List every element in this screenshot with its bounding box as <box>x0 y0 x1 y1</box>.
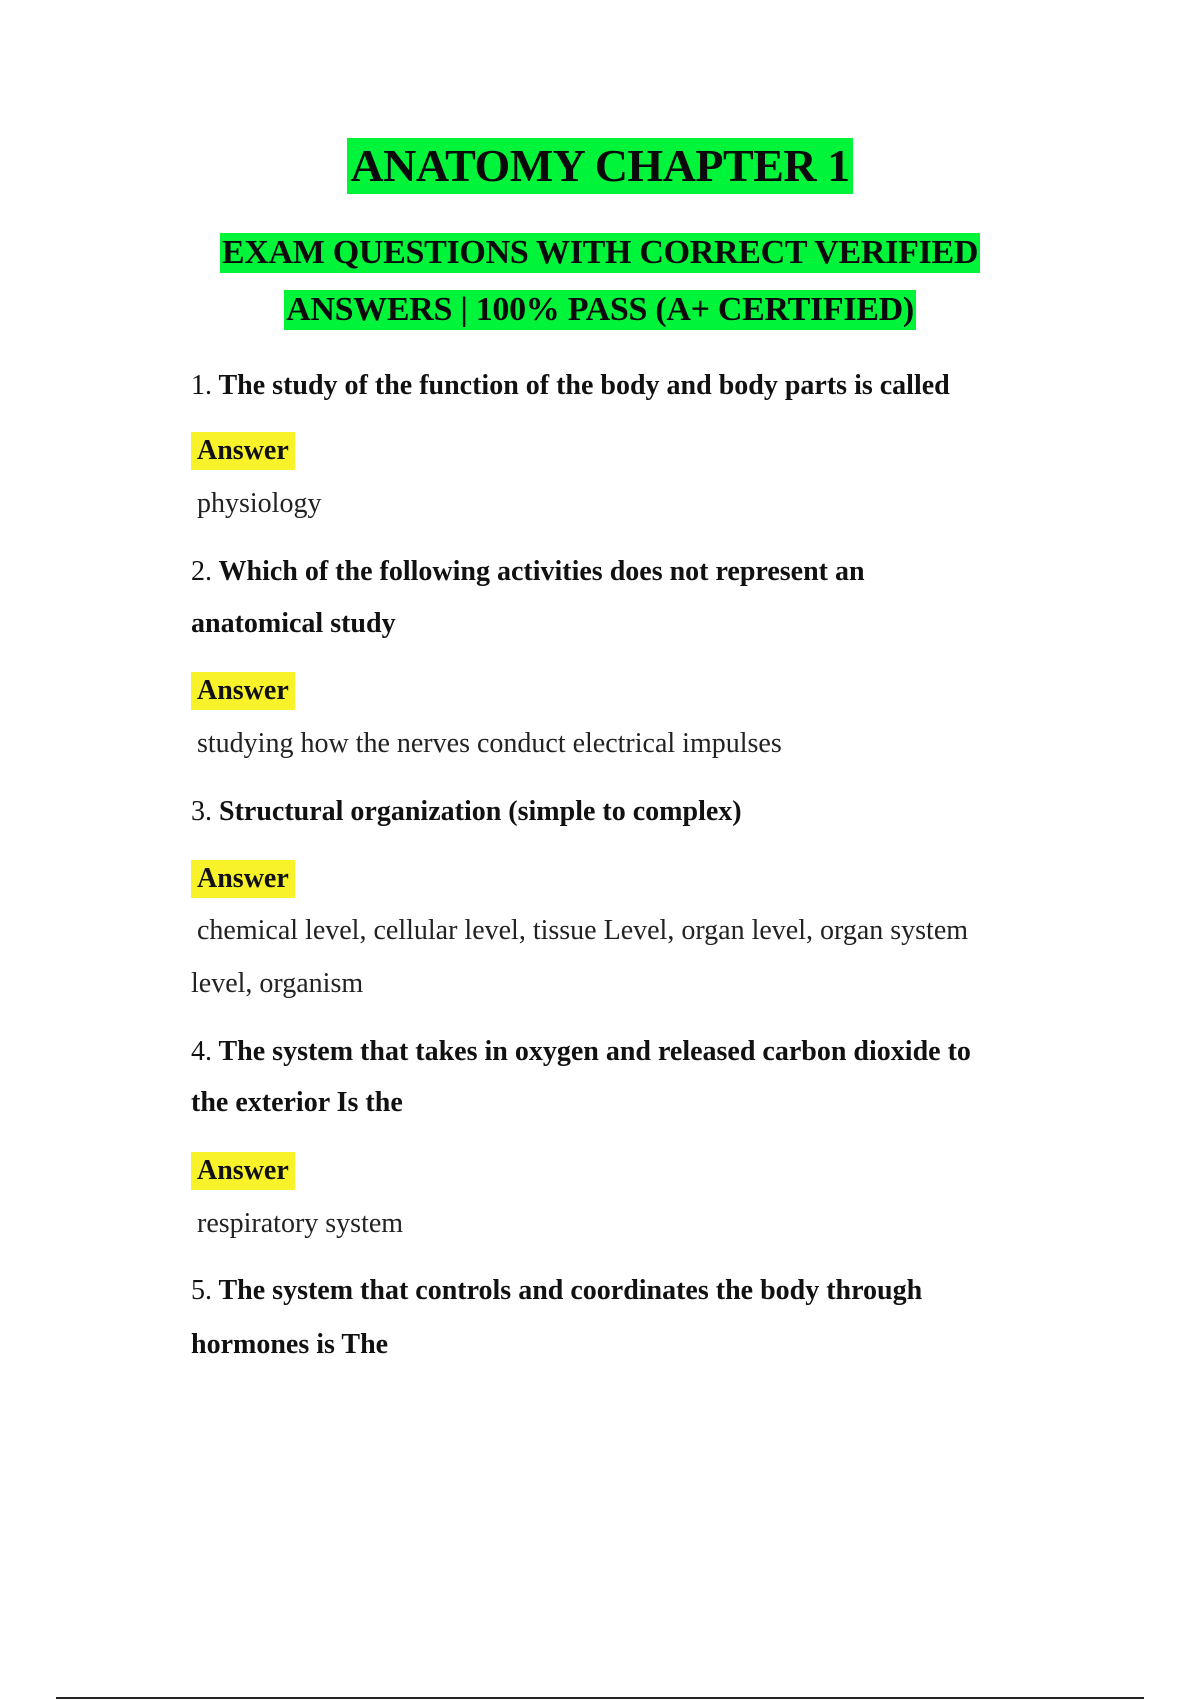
question-text: hormones is The <box>191 1329 389 1360</box>
question-3 <box>191 786 1071 838</box>
question-4 <box>191 1026 1071 1078</box>
question-1 <box>191 360 1071 412</box>
document-subtitle-line-2: ANSWERS | 100% PASS (A+ CERTIFIED) <box>286 291 914 328</box>
question-number: 1. <box>191 370 212 401</box>
answer-label: Answer <box>191 672 295 710</box>
title-row <box>0 138 1200 194</box>
question-2-continued <box>191 598 1071 650</box>
question-number: 4. <box>191 1036 212 1067</box>
question-text: the exterior Is the <box>191 1087 403 1118</box>
question-text: Structural organization (simple to complex) <box>219 796 742 827</box>
question-number: 3. <box>191 796 212 827</box>
question-number: 2. <box>191 556 212 587</box>
answer-label: Answer <box>191 432 295 470</box>
question-text: The system that controls and coordinates the body through <box>218 1275 923 1306</box>
question-2 <box>191 546 1071 598</box>
question-text: The study of the function of the body and body parts is called <box>218 370 950 401</box>
answer-3-line-2: level, organism <box>191 968 364 999</box>
footer-divider <box>56 1697 1144 1699</box>
question-text: Which of the following activities does not represent an <box>218 556 865 587</box>
answer-4: respiratory system <box>197 1208 404 1239</box>
subtitle-row-2 <box>0 290 1200 330</box>
question-number: 5. <box>191 1275 212 1306</box>
document-subtitle-line-1: EXAM QUESTIONS WITH CORRECT VERIFIED <box>221 234 979 271</box>
question-text: The system that takes in oxygen and released carbon dioxide to <box>218 1036 971 1067</box>
answer-1: physiology <box>197 488 322 519</box>
subtitle-row-1 <box>0 233 1200 273</box>
answer-3-line-1: chemical level, cellular level, tissue Level, organ level, organ system <box>197 915 969 946</box>
question-5-continued <box>191 1319 1071 1371</box>
answer-2: studying how the nerves conduct electrical impulses <box>197 728 782 759</box>
question-4-continued <box>191 1077 1071 1129</box>
answer-label: Answer <box>191 860 295 898</box>
question-text: anatomical study <box>191 608 396 639</box>
answer-label: Answer <box>191 1152 295 1190</box>
document-title: ANATOMY CHAPTER 1 <box>347 138 852 194</box>
question-5 <box>191 1265 1071 1317</box>
